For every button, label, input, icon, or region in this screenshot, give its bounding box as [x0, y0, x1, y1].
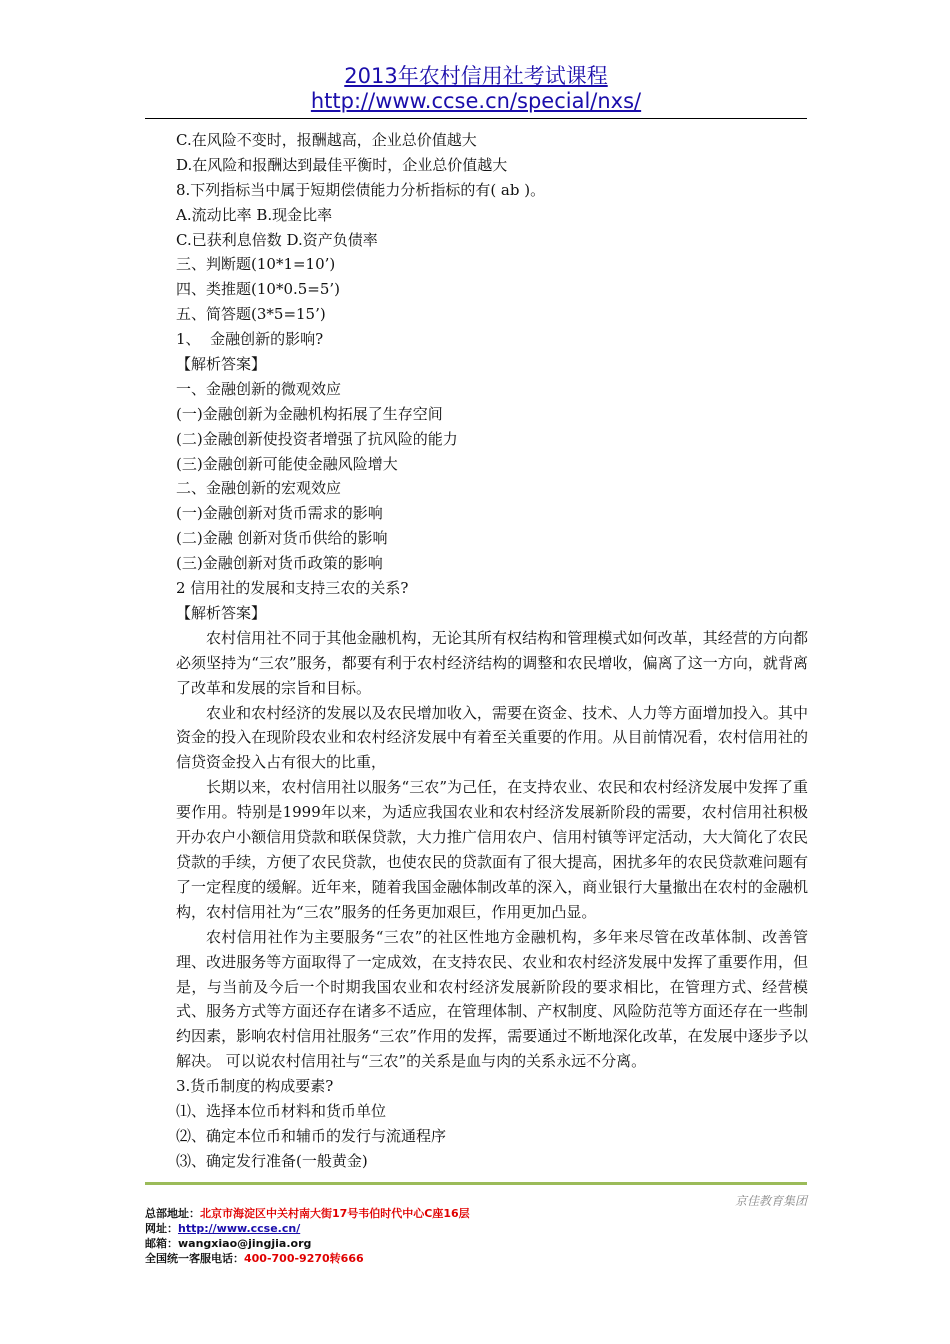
text-line: ⑶、确定发行准备(一般黄金) — [176, 1151, 368, 1170]
text-line: (二)金融 创新对货币供给的影响 — [176, 529, 388, 548]
email-value: wangxiao@jingjia.org — [178, 1237, 312, 1250]
paragraph: 农业和农村经济的发展以及农民增加收入，需要在资金、技术、人力等方面增加投入。其中资金的投入在现阶段农业和农村经济发展中有着至关重要的作用。从目前情况看，农村信用社的信贷资金投入占有很大的比重， — [176, 703, 808, 772]
text-line: (一)金融创新为金融机构拓展了生存空间 — [176, 404, 443, 423]
text-line: (一)金融创新对货币需求的影响 — [176, 504, 383, 523]
brand-name: 京佳教育集团 — [734, 1194, 807, 1208]
course-title-link[interactable]: 2013年农村信用社考试课程 — [344, 64, 608, 88]
website-label: 网址： — [145, 1222, 178, 1235]
section-heading: 三、判断题(10*1=10’) — [176, 255, 336, 274]
section-heading: 四、类推题(10*0.5=5’) — [176, 280, 341, 299]
footer-address — [145, 1206, 470, 1221]
document-body — [176, 128, 808, 1174]
text-line: 一、金融创新的微观效应 — [176, 379, 342, 398]
phone-value: 400-700-9270转666 — [244, 1252, 364, 1265]
phone-label: 全国统一客服电话： — [145, 1252, 244, 1265]
text-line: ⑴、选择本位币材料和货币单位 — [176, 1102, 387, 1121]
text-line: C.在风险不变时，报酬越高，企业总价值越大 — [176, 131, 477, 149]
course-url-link[interactable]: http://www.ccse.cn/special/nxs/ — [310, 89, 642, 113]
answer-label: 【解析答案】 — [176, 355, 267, 374]
question-line: 8.下列指标当中属于短期偿债能力分析指标的有( ab )。 — [176, 180, 546, 199]
footer-website — [145, 1221, 470, 1236]
footer-email — [145, 1236, 470, 1251]
question-line: 1、 金融创新的影响? — [176, 330, 324, 349]
paragraph: 农村信用社不同于其他金融机构，无论其所有权结构和管理模式如何改革，其经营的方向都必须坚持为“三农”服务，都要有利于农村经济结构的调整和农民增收，偏离了这一方向，就背离了改革和发展的宗旨和目标。 — [176, 628, 808, 697]
header-divider — [145, 118, 807, 119]
page-footer — [145, 1206, 470, 1266]
paragraph: 农村信用社作为主要服务“三农”的社区性地方金融机构，多年来尽管在改革体制、改善管理、改进服务等方面取得了一定成效，在支持农民、农业和农村经济发展中发挥了重要作用，但是，与当前及今后一个时期我国农业和农村经济发展新阶段的要求相比，在管理方式、经营模式、服务方式等方面还存在诸多不适应，在管理体制、产权制度、风险防范等方面还存在一些制约因素，影响农村信用社服务“三农”作用的发挥，需要通过不断地深化改革，在发展中逐步予以解决。 可以说农村信用社与“三农”的关系是血与肉的关系永远不分离。 — [176, 927, 808, 1071]
text-line: D.在风险和报酬达到最佳平衡时，企业总价值越大 — [176, 155, 508, 174]
footer-divider — [145, 1182, 807, 1185]
footer-phone — [145, 1251, 470, 1266]
section-heading: 五、简答题(3*5=15’) — [176, 305, 326, 324]
text-line: (三)金融创新对货币政策的影响 — [176, 554, 383, 573]
answer-label: 【解析答案】 — [176, 603, 267, 622]
text-line: 二、金融创新的宏观效应 — [176, 479, 342, 498]
question-line: 3.货币制度的构成要素? — [176, 1077, 334, 1096]
email-label: 邮箱： — [145, 1237, 178, 1250]
page-header — [145, 64, 807, 114]
address-label: 总部地址： — [145, 1207, 200, 1220]
text-line: ⑵、确定本位币和辅币的发行与流通程序 — [176, 1126, 447, 1145]
text-line: C.已获利息倍数 D.资产负债率 — [176, 230, 378, 249]
website-link[interactable]: http://www.ccse.cn/ — [178, 1222, 301, 1235]
text-line: (三)金融创新可能使金融风险增大 — [176, 454, 398, 473]
question-line: 2 信用社的发展和支持三农的关系? — [176, 579, 409, 598]
paragraph: 长期以来，农村信用社以服务“三农”为己任，在支持农业、农民和农村经济发展中发挥了重要作用。特别是1999年以来，为适应我国农业和农村经济发展新阶段的需要，农村信用社积极开办农户小额信用贷款和联保贷款，大力推广信用农户、信用村镇等评定活动，大大简化了农民贷款的手续，方便了农民贷款，也使农民的贷款面有了很大提高，困扰多年的农民贷款难问题有了一定程度的缓解。近年来，随着我国金融体制改革的深入，商业银行大量撤出在农村的金融机构，农村信用社为“三农”服务的任务更加艰巨，作用更加凸显。 — [176, 778, 808, 921]
text-line: A.流动比率 B.现金比率 — [176, 205, 333, 224]
text-line: (二)金融创新使投资者增强了抗风险的能力 — [176, 429, 458, 448]
address-value: 北京市海淀区中关村南大街17号韦伯时代中心C座16层 — [200, 1207, 470, 1220]
